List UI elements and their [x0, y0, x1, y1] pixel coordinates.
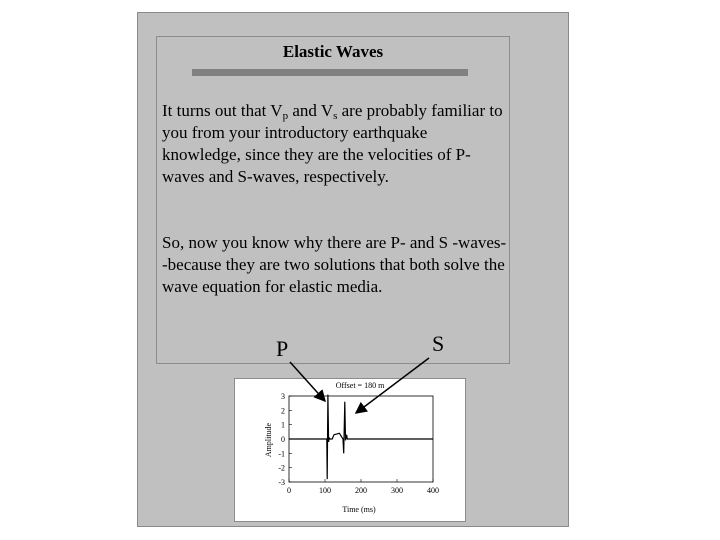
- subscript-s: s: [333, 110, 338, 122]
- p-wave-label: P: [276, 336, 289, 361]
- y-tick-label: 3: [281, 392, 285, 401]
- y-tick-label: 1: [281, 420, 285, 430]
- y-tick-label: -1: [278, 449, 285, 459]
- x-tick-label: 200: [355, 486, 367, 495]
- paragraph1-part2: and V: [288, 101, 334, 120]
- s-wave-label: S: [432, 331, 445, 356]
- x-tick-label: 100: [319, 486, 331, 495]
- x-tick-label: 0: [287, 486, 291, 495]
- x-axis-label: Time (ms): [342, 505, 376, 514]
- x-tick-label: 400: [427, 486, 439, 495]
- axis-ticks: [278, 392, 439, 495]
- y-tick-label: 0: [281, 435, 285, 444]
- paragraph1-part1: It turns out that V: [162, 101, 283, 120]
- y-tick-label: 2: [281, 406, 285, 416]
- y-tick-label: -2: [278, 463, 285, 473]
- x-tick-label: 300: [391, 486, 403, 495]
- paragraph-two-solutions: So, now you know why there are P- and S -waves--because they are two solutions that both solve the wave equation for elastic media.: [162, 233, 507, 296]
- y-tick-label: -3: [278, 478, 285, 487]
- subscript-p: p: [282, 110, 289, 122]
- p-wave-arrow: [290, 362, 325, 401]
- paragraph1-part3: are probably familiar to you from your introductory earthquake knowledge, since they are the velocities of P-waves and S-waves, respectively.: [162, 101, 503, 186]
- y-axis-label: Amplitude: [264, 422, 273, 458]
- chart-title: Offset = 180 m: [335, 381, 385, 390]
- seismic-trace-line: [289, 395, 433, 480]
- slide-title: Elastic Waves: [282, 42, 384, 61]
